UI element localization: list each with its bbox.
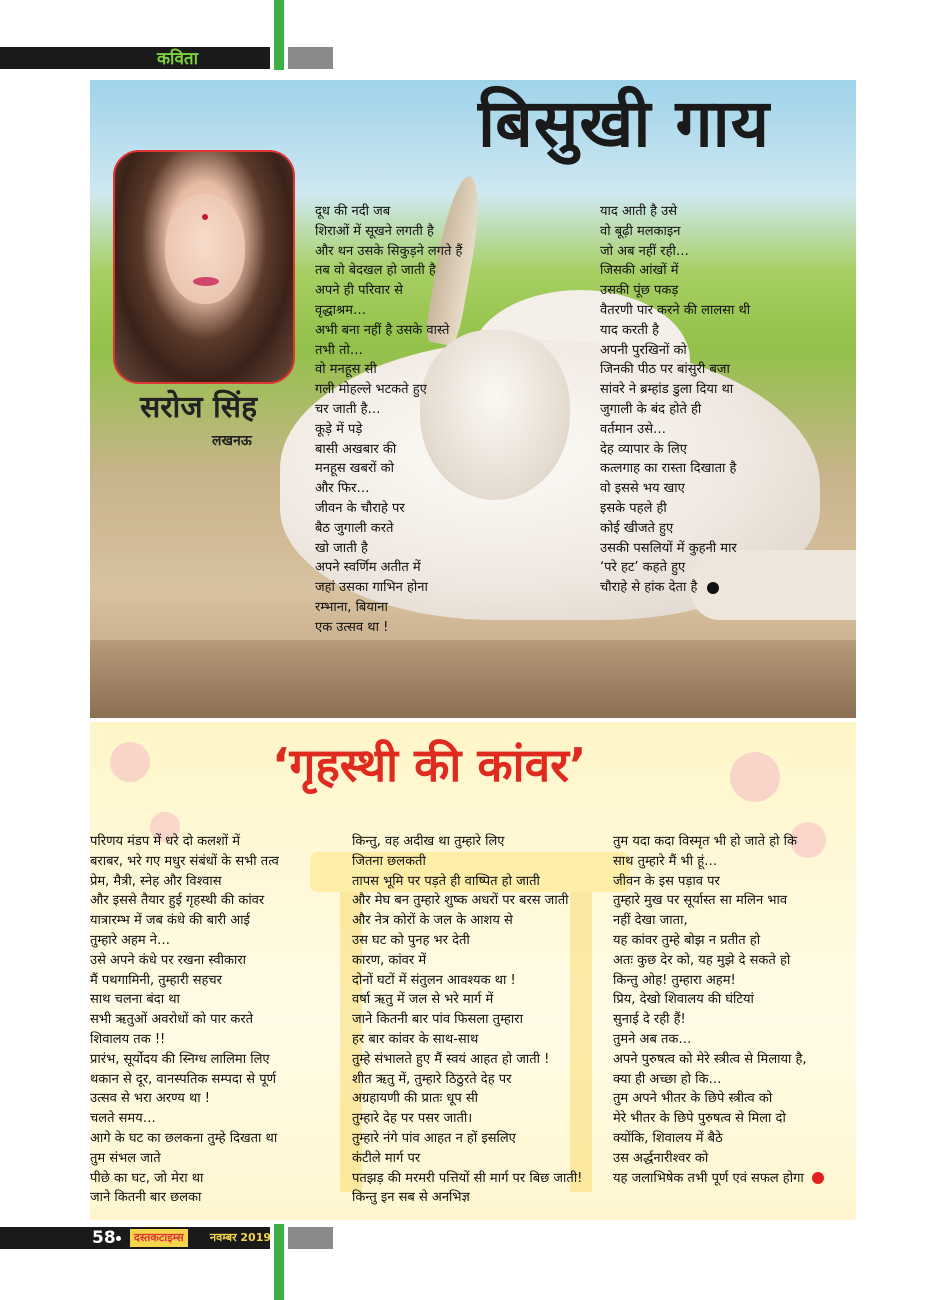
page-number: 58 (92, 1228, 116, 1248)
poem-line: जीवन के इस पड़ाव पर (613, 873, 720, 889)
poem-line: और फिर… (315, 481, 370, 497)
header-accent-stripe (274, 0, 284, 70)
poem-line: कोई खीजते हुए (600, 520, 674, 536)
poem-line: मैं पथगामिनी, तुम्हारी सहचर (90, 972, 222, 988)
poem-line: गली मोहल्ले भटकते हुए (315, 382, 427, 398)
issue-date: नवम्बर 2019 (210, 1231, 272, 1244)
poem-line: और थन उसके सिकुड़ने लगते हैं (315, 243, 463, 259)
poem-line: बैठ जुगाली करते (315, 520, 394, 536)
bullet-icon (116, 1236, 121, 1241)
poem-line: वो बूढ़ी मलकाइन (600, 223, 681, 239)
poem-line: पीछे का घट, जो मेरा था (90, 1170, 204, 1186)
poem-line: कंटीले मार्ग पर (352, 1150, 421, 1166)
poem-line: दोनों घटों में संतुलन आवश्यक था ! (352, 972, 516, 988)
poem-line: किन्तु ओह! तुम्हारा अहम! (613, 972, 736, 988)
poem-line: और नेत्र कोरों के जल के आशय से (352, 913, 513, 929)
poem-line: अपने ही परिवार से (315, 283, 403, 299)
poem-title: बिसुखी गाय (478, 85, 770, 162)
poem-line: पतझड़ की मरमरी पत्तियों सी मार्ग पर बिछ जाती! (352, 1170, 583, 1186)
flower-decoration (110, 742, 150, 782)
poem1-column-2 (600, 202, 750, 598)
poem-line: बासी अखबार की (315, 441, 397, 457)
poem-line: उसकी पूंछ पकड़ (600, 283, 679, 299)
poem-line: कूड़े में पड़े (315, 421, 363, 437)
flower-decoration (730, 752, 780, 802)
poem-line: अतः कुछ देर को, यह मुझे दे सकते हो (613, 952, 791, 968)
poem1-column-1 (315, 202, 462, 638)
poem-line: जो अब नहीं रही… (600, 243, 689, 259)
poem-line: शिवालय तक !! (90, 1031, 166, 1047)
poem-line: कारण, कांवर में (352, 952, 427, 968)
poem-line: अभी बना नहीं है उसके वास्ते (315, 322, 450, 338)
poem-line: प्रिय, देखो शिवालय की घंटियां (613, 992, 754, 1008)
poem-line: तुम संभल जाते (90, 1150, 161, 1166)
poem-line: सांवरे ने ब्रम्हांड डुला दिया था (600, 382, 734, 398)
poem-line-text: चौराहे से हांक देता है (600, 580, 698, 596)
footer-accent-stripe (274, 1224, 284, 1300)
poem-line: सुनाई दे रही हैं! (613, 1012, 686, 1028)
bindi (202, 214, 208, 220)
poem-line: तापस भूमि पर पड़ते ही वाष्पित हो जाती (352, 873, 540, 889)
poem-line: तभी तो… (315, 342, 363, 358)
poem-line: तुम्हे संभालते हुए मैं स्वयं आहत हो जाती ! (352, 1051, 550, 1067)
poem-line: जिसकी आंखों में (600, 263, 679, 279)
poem-line: जाने कितनी बार पांव फिसला तुम्हारा (352, 1012, 523, 1028)
poem-line: अपने पुरुषत्व को मेरे स्त्रीत्व से मिलाया है, (613, 1051, 807, 1067)
poem-line: तुम्हारे देह पर पसर जाती। (352, 1111, 473, 1127)
poem-line: आगे के घट का छलकना तुम्हे दिखता था (90, 1130, 278, 1146)
poem-line: यात्रारम्भ में जब कंधे की बारी आई (90, 913, 250, 929)
poem-line: वर्षा ऋतु में जल से भरे मार्ग में (352, 992, 494, 1008)
poem-line: चलते समय… (90, 1111, 156, 1127)
magazine-logo: दस्तकटाइम्स (130, 1229, 188, 1247)
ground (90, 640, 856, 718)
poem-line: उसकी पसलियों में कुहनी मार (600, 540, 737, 556)
poem-line: किन्तु, वह अदीख था तुम्हारे लिए (352, 834, 505, 849)
section-label: कविता (157, 49, 199, 69)
poem-line: मेरे भीतर के छिपे पुरुषत्व से मिला दो (613, 1111, 786, 1127)
poem-line: जीवन के चौराहे पर (315, 500, 405, 516)
poem-line: शीत ऋतु में, तुम्हारे ठिठुरते देह पर (352, 1071, 512, 1087)
header-grey-block (288, 47, 333, 69)
poem-line: ‘परे हट’ कहते हुए (600, 560, 686, 576)
poem-line-text: यह जलाभिषेक तभी पूर्ण एवं सफल होगा (613, 1170, 804, 1186)
poem-line: चर जाती है… (315, 401, 381, 417)
author-face (165, 194, 245, 304)
poem-line: अपनी पुरखिनों को (600, 342, 687, 358)
header-bar (0, 47, 270, 69)
poem-line: तुम यदा कदा विस्मृत भी हो जाते हो कि (613, 834, 797, 849)
poem-line: वैतरणी पार करने की लालसा थी (600, 302, 751, 318)
poem-line: शिराओं में सूखने लगती है (315, 223, 434, 239)
poem-line: वृद्धाश्रम… (315, 302, 366, 318)
poem-line: साथ तुम्हारे मैं भी हूं… (613, 853, 718, 869)
poem-line: थकान से दूर, वानस्पतिक सम्पदा से पूर्ण (90, 1071, 276, 1087)
poem-line-last (600, 578, 750, 598)
poem-line: कत्लगाह का रास्ता दिखाता है (600, 461, 737, 477)
end-marker-icon (812, 1172, 824, 1184)
poem-line: क्योंकि, शिवालय में बैठे (613, 1130, 723, 1146)
poem-line: परिणय मंडप में धरे दो कलशों में (90, 834, 241, 849)
poem-line: अपने स्वर्णिम अतीत में (315, 560, 421, 576)
poem-line: बराबर, भरे गए मधुर संबंधों के सभी तत्व (90, 853, 279, 869)
poem-line: उसे अपने कंधे पर रखना स्वीकारा (90, 952, 247, 968)
end-marker-icon (707, 582, 719, 594)
poem-line: और मेघ बन तुम्हारे शुष्क अधरों पर बरस जाती (352, 893, 569, 909)
author-lips (193, 277, 219, 286)
poem-line-last (613, 1169, 824, 1189)
poem-line: साथ चलना बंदा था (90, 992, 180, 1008)
poem-title: ‘गृहस्थी की कांवर’ (272, 738, 587, 792)
poem-line: क्या ही अच्छा हो कि… (613, 1071, 722, 1087)
poem-line: देह व्यापार के लिए (600, 441, 687, 457)
author-name: सरोज सिंह (140, 390, 258, 425)
poem-line: सभी ऋतुओं अवरोधों को पार करते (90, 1012, 254, 1028)
author-photo (113, 150, 295, 384)
poem-line: तुम अपने भीतर के छिपे स्त्रीत्व को (613, 1091, 773, 1107)
author-city: लखनऊ (212, 433, 252, 449)
poem-line: जुगाली के बंद होते ही (600, 401, 702, 417)
poem2-column-3 (613, 832, 824, 1188)
poem-line: वर्तमान उसे… (600, 421, 667, 437)
poem-line: तुम्हारे अहम ने… (90, 932, 171, 948)
poem-line: याद आती है उसे (600, 204, 678, 219)
poem-line: वो इससे भय खाए (600, 481, 685, 497)
poem-line: जाने कितनी बार छलका (90, 1190, 202, 1206)
poem-line: यह कांवर तुम्हे बोझ न प्रतीत हो (613, 932, 761, 948)
poem-line: जितना छलकती (352, 853, 426, 869)
poem-line: प्रारंभ, सूर्योदय की स्निग्ध लालिमा लिए (90, 1051, 270, 1067)
poem-line: एक उत्सव था ! (315, 619, 389, 635)
poem-line: वो मनहूस सी (315, 362, 377, 378)
poem-line: नहीं देखा जाता, (613, 913, 688, 929)
footer-grey-block (288, 1227, 333, 1249)
poem-line: तुम्हारे मुख पर सूर्यास्त सा मलिन भाव (613, 893, 788, 909)
poem-line: उत्सव से भरा अरण्य था ! (90, 1091, 210, 1107)
poem-line: अग्रहायणी की प्रातः धूप सी (352, 1091, 479, 1107)
poem-line: उस घट को पुनह भर देती (352, 932, 470, 948)
poem2-column-2 (352, 832, 582, 1208)
poem-line: तुमने अब तक… (613, 1031, 692, 1047)
poem-line: दूध की नदी जब (315, 204, 391, 219)
poem-line: जिनकी पीठ पर बांसुरी बजा (600, 362, 730, 378)
poem-line: इसके पहले ही (600, 500, 667, 516)
poem-line: जहां उसका गाभिन होना (315, 580, 428, 596)
poem-line: याद करती है (600, 322, 660, 338)
poem-line: और इससे तैयार हुई गृहस्थी की कांवर (90, 893, 265, 909)
poem-line: किन्तु इन सब से अनभिज्ञ (352, 1190, 470, 1206)
poem-line: रम्भाना, बियाना (315, 599, 388, 615)
poem2-column-1 (90, 832, 279, 1208)
poem-line: मनहूस खबरों को (315, 461, 395, 477)
poem-line: उस अर्द्धनारीश्वर को (613, 1150, 709, 1166)
poem-line: प्रेम, मैत्री, स्नेह और विश्वास (90, 873, 222, 889)
poem-line: तुम्हारे नंगे पांव आहत न हों इसलिए (352, 1130, 516, 1146)
poem-line: तब वो बेदखल हो जाती है (315, 263, 436, 279)
poem-line: खो जाती है (315, 540, 368, 556)
poem-line: हर बार कांवर के साथ-साथ (352, 1031, 479, 1047)
